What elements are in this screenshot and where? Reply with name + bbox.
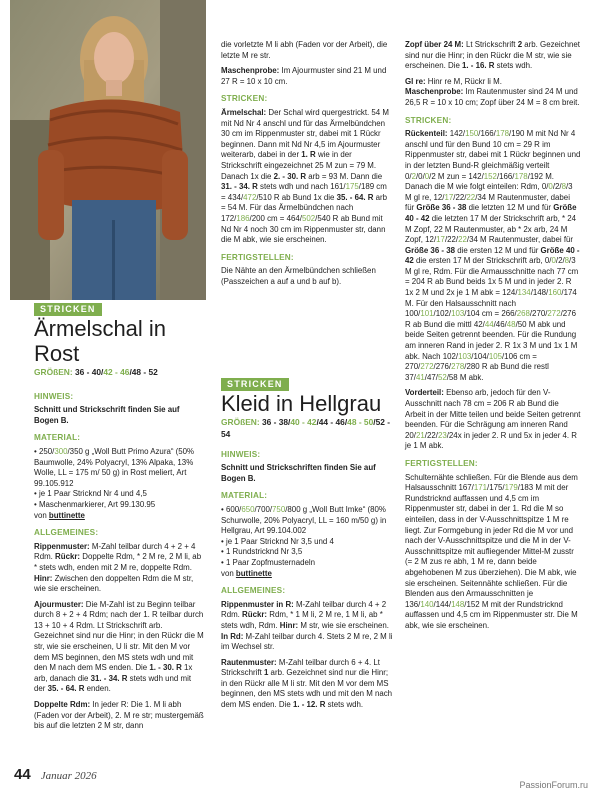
material-item: • je 1 Paar Stricknd Nr 4 und 4,5	[34, 489, 147, 499]
paragraph-fertigstellen: Schulternähte schließen. Für die Blende aus dem Halsausschnitt 167/171/175/179/183 M mit der Rundstricknd auffassen und 4,5 cm im Rippenmuster str, dabei in der 1. Rd die M so einteilen, dass in der V-Ausschnittspitze 1 M re liegt. Zur Formgebung in jeder Rd die M vor und nach der V-Ausschnittspitze und die M in der V-Ausschnittspitze mit aufliegender Mittel-M zusstr (= 2 M zus re abh, 1 M re, dann beide abgehobenen M zus überziehen). Die M abk, wie sie erscheinen. Seitennähte schließen. Für die Blenden aus den Armausschnitten je 136/140/144/148/152 M mit der Rundstricknd auffassen und 4,5 cm im Rippenmuster str. Die M abk, wie sie erscheinen.	[405, 472, 578, 630]
photo-illustration	[10, 0, 206, 300]
paragraph-ajourmuster: Ajourmuster: Die M-Zahl ist zu Beginn teilbar durch 8 + 2 + 4 Rdm; nach der 1. R teilbar durch 13 + 10 + 4 Rdm. Lt Strickschrift arb. Gezeichnet sind nur die Hinr; in den Rückr die M str, wie sie erscheinen, U li str. Mit den M vor dem MS beginnen, den MS stets wdh und mit den M nach dem MS enden. Die 1. - 30. R 1x arb, danach die 31. - 34. R stets wdh und mit der 35. - 64. R enden.	[34, 599, 204, 694]
hinweis-text: Schnitt und Strickschrift finden Sie auf Bogen B.	[34, 405, 180, 425]
section-tag: STRICKEN	[34, 303, 102, 316]
allgemeines-heading: ALLGEMEINES:	[221, 586, 286, 596]
photo-woman-rust-shawl	[10, 0, 206, 300]
right-column	[405, 40, 581, 636]
sizes-line: GRÖßEN: 36 - 40/42 - 46/48 - 52	[34, 366, 158, 377]
paragraph-zopf: Zopf über 24 M: Lt Strickschrift 2 arb. Gezeichnet sind nur die Hinr; in den Rückr die M str, wie sie erscheinen. Die 1. - 16. R stets wdh.	[405, 40, 580, 71]
material-source: von buttinette	[221, 568, 272, 578]
paragraph-vorderteil: Vorderteil: Ebenso arb, jedoch für den V-Ausschnitt nach 78 cm = 206 R ab Bund die Arbeit in der Mitte teilen und beide Seiten getrennt beenden. Für die Schrägung am inneren Rand 20/21/22/23/24x in jeder 2. R und 5x in jeder 4. R je 1 M abk.	[405, 388, 581, 451]
paragraph-aermelschal: Ärmelschal: Der Schal wird quergestrickt. 54 M mit Nd Nr 4 anschl und für das Ärmelbündchen 30 cm im Rippenmuster str, dabei mit 1 Rückr beginnen. Dann mit Nd Nr 4,5 im Ajourmuster weiterarb, dabei in der 1. R wie in der Strickschrift eingezeichnet 25 M zun = 79 M. Danach 1x die 2. - 30. R arb = 93 M. Dann die 31. - 34. R stets wdh und nach 161/175/189 cm = 434/472/510 R ab Bund 1x die 35. - 64. R arb = 54 M. Für das Ärmelbündchen nach 172/186/200 cm = 464/502/540 R ab Bund mit Nd Nr 4 noch 30 cm im Rippenmuster str, dann die M abk, wie sie erscheinen.	[221, 107, 389, 245]
material-item: • je 1 Paar Stricknd Nr 3,5 und 4	[221, 536, 334, 546]
paragraph-maschenprobe: Maschenprobe: Im Rautenmuster sind 24 M und 26,5 R = 10 x 10 cm; Zopf über 24 M = 8 cm breit.	[405, 87, 580, 107]
hinweis-heading: HINWEIS:	[34, 391, 74, 401]
paragraph-rippenmuster-in-r: Rippenmuster in R: M-Zahl teilbar durch 4 + 2 Rdm. Rückr: Rdm, * 1 M li, 2 M re, 1 M li, ab * stets wdh, Rdm. Hinr: M str, wie sie erscheinen. In Rd: M-Zahl teilbar durch 4. Stets 2 M re, 2 M li im Wechsel str.	[221, 599, 393, 652]
paragraph-rautenmuster: Rautenmuster: M-Zahl teilbar durch 6 + 4. Lt Strickschrift 1 arb. Gezeichnet sind nur die Hinr; in den Rückr alle M li str. Mit den M vor dem MS beginnen, den MS stets wdh und mit den M nach dem MS enden. Die 1. - 12. R stets wdh.	[221, 657, 393, 710]
material-heading: MATERIAL:	[221, 491, 268, 501]
material-item: • 1 Rundstricknd Nr 3,5	[221, 547, 303, 557]
paragraph-maschenprobe: Maschenprobe: Im Ajourmuster sind 21 M und 27 R = 10 x 10 cm.	[221, 66, 387, 86]
stricken-heading: STRICKEN:	[221, 94, 268, 104]
watermark: PassionForum.ru	[519, 780, 588, 790]
material-item: • 250/300/350 g „Woll Butt Primo Azura“ (50% Baumwolle, 24% Polyacryl, 13% Alpaka, 13% Wolle, LL = 175 m/ 50 g) in Rost meliert, Art 99.105.912	[34, 446, 195, 488]
paragraph-rueckenteil: Rückenteil: 142/150/166/178/190 M mit Nd Nr 4 anschl und für den Bund 10 cm = 29 R im Rippenmuster str, dabei mit 1 Rückr beginnen und in der letzten Bund-R gleichmäßig verteilt 0/2/0/0/2 M zun = 142/152/166/178/192 M. Danach die M wie folgt einteilen: Rdm, 0/0/2/8/3 M gl re, 12/17/22/22/34 M Rautenmuster, dabei für Größe 36 - 38 die letzten 12 M und für Größe 40 - 42 die letzten 17 M der Strickschrift arb, * 24 M Zopf, 22 M Rautenmuster, ab * 2x arb, 24 M Zopf, 12/17/22/22/34 M Rautenmuster, dabei für Größe 36 - 38 die ersten 12 M und für Größe 40 - 42 die ersten 17 M der Strickschrift arb, 0/0/2/8/3 M gl re, Rdm. Für die Armausschnitte nach 77 cm = 204 R ab Bund beids 1x 5 M und in jeder 2. R 1x 2 M und 2x je 1 M abk = 124/134/148/160/174 M. Für den Halsausschnitt nach 100/101/102/103/104 cm = 266/268/270/272/276 R ab Bund die mittl 42/44/46/48/50 M abk und beide Seiten getrennt beenden. Für die Rundung am inneren Rand in jeder 2. R 1x 3 M und 1x 1 M abk. Nach 102/103/104/105/106 cm = 270/272/276/278/280 R ab Bund die restl 37/41/47/52/58 M abk.	[405, 129, 581, 382]
brand-buttinette: buttinette	[48, 510, 85, 520]
fertigstellen-heading: FERTIGSTELLEN:	[221, 252, 294, 262]
hinweis-heading: HINWEIS:	[221, 449, 261, 459]
paragraph-rippenmuster: Rippenmuster: M-Zahl teilbar durch 4 + 2 + 4 Rdm. Rückr: Doppelte Rdm, * 2 M re, 2 M li, ab * stets wdh, enden mit 2 M re, doppelte Rdm. Hinr: Zwischen den doppelten Rdm die M str, wie sie erscheinen.	[34, 541, 202, 594]
middle-column	[221, 378, 393, 716]
continued-text: die vorletzte M li abh (Faden vor der Arbeit), die letzte M re str.	[221, 40, 388, 60]
paragraph-gl-re: Gl re: Hinr re M, Rückr li M.	[405, 76, 502, 86]
material-item: • Maschenmarkierer, Art 99.130.95	[34, 499, 156, 509]
material-source: von buttinette	[34, 510, 85, 520]
brand-buttinette: buttinette	[235, 568, 272, 578]
page-number: 44	[14, 766, 31, 783]
left-column	[34, 303, 204, 737]
pattern-title: Kleid in Hellgrau	[221, 390, 382, 416]
issue-month: Januar 2026	[40, 770, 97, 782]
material-heading: MATERIAL:	[34, 433, 81, 443]
middle-top-column	[221, 40, 393, 292]
material-item: • 1 Paar Zopfmusternadeln	[221, 557, 315, 567]
sizes-line: GRÖßEN: 36 - 38/40 - 42/44 - 46/48 - 50/52 - 54	[221, 416, 391, 439]
allgemeines-heading: ALLGEMEINES:	[34, 528, 99, 538]
material-item: • 600/650/700/750/800 g „Woll Butt Imke“ (80% Schurwolle, 20% Polyacryl, LL = 160 m/50 g) in Hellgrau, Art 99.104.002	[221, 504, 387, 536]
fertigstellen-heading: FERTIGSTELLEN:	[405, 458, 478, 468]
hinweis-text: Schnitt und Strickschriften finden Sie auf Bogen B.	[221, 463, 376, 483]
paragraph-doppelte-rdm: Doppelte Rdm: In jeder R: Die 1. M li abh (Faden vor der Arbeit), 2. M re str; mustergemäß bis auf die letzten 2 M str, dann	[34, 700, 204, 731]
paragraph-fertigstellen: Die Nähte an den Ärmelbündchen schließen (Passzeichen a auf a und b auf b).	[221, 266, 376, 286]
page-footer	[14, 766, 97, 783]
pattern-title: Ärmelschal in Rost	[34, 315, 167, 366]
section-tag: STRICKEN	[221, 378, 289, 391]
stricken-heading: STRICKEN:	[405, 115, 452, 125]
